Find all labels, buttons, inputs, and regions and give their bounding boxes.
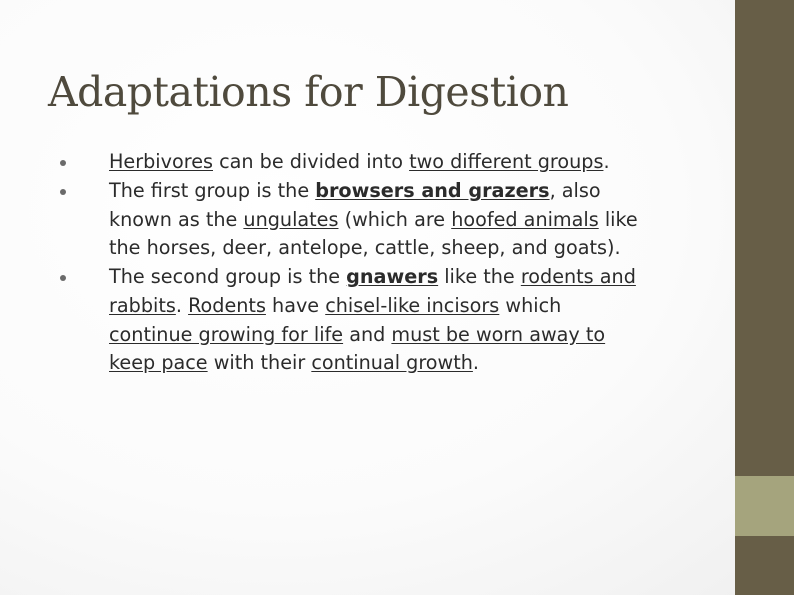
bullet-text: have (265, 293, 326, 317)
bullet-text: with their (207, 351, 312, 375)
bullet-item-1 (60, 148, 640, 177)
bullet-text: which (499, 293, 562, 317)
term-ungulates: ungulates (243, 207, 339, 231)
term-growing-for-life: continue growing for life (109, 322, 344, 346)
bullet-text: (which are (338, 207, 452, 231)
term-gnawers: gnawers (346, 265, 439, 289)
bullet-text: , also known as the (109, 179, 601, 231)
bullet-text: can be divided into (213, 150, 410, 173)
term-rodents-rabbits: rodents and rabbits (109, 265, 636, 317)
term-rodents: Rodents (188, 293, 266, 317)
bullet-text: and (343, 322, 392, 346)
term-herbivores: Herbivores (109, 150, 213, 173)
bullet-text: like the (438, 265, 521, 289)
bullet-text: . (603, 150, 610, 173)
term-incisors: chisel-like incisors (325, 293, 500, 317)
term-hoofed-animals: hoofed animals (451, 207, 599, 231)
bullet-text: . (472, 351, 480, 375)
term-worn-away: must be worn away to keep pace (109, 322, 606, 375)
bullet-item-3 (60, 263, 640, 377)
term-browsers-grazers: browsers and grazers (315, 179, 550, 203)
bullet-dot-icon (60, 189, 66, 195)
term-two-groups: two different groups (409, 150, 604, 173)
bullet-item-2 (60, 177, 640, 263)
bullet-text: like the horses, deer, antelope, cattle, sheep, and goats). (109, 207, 638, 260)
sidebar-accent-block (735, 476, 794, 536)
bullet-text: . (175, 293, 189, 317)
bullet-text: The first group is the (109, 179, 316, 203)
bullet-text: The second group is the (109, 265, 347, 289)
bullet-dot-icon (60, 160, 66, 166)
slide-title: Adaptations for Digestion (48, 68, 569, 116)
term-continual-growth: continual growth (311, 351, 473, 375)
bullet-dot-icon (60, 275, 66, 281)
bullet-list (60, 148, 640, 378)
